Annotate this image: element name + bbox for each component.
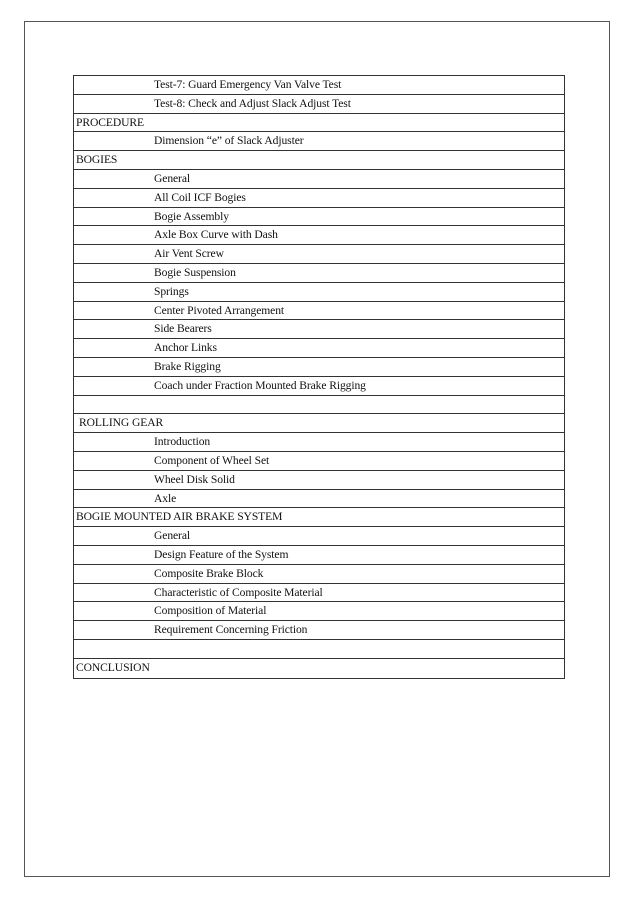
toc-row-component-of-wheel-set: Component of Wheel Set	[74, 452, 564, 471]
toc-row-coach-under-fraction: Coach under Fraction Mounted Brake Rigging	[74, 377, 564, 396]
toc-row-design-feature: Design Feature of the System	[74, 546, 564, 565]
toc-row-axle: Axle	[74, 490, 564, 509]
toc-row-brake-rigging: Brake Rigging	[74, 358, 564, 377]
toc-row-axle-box-curve: Axle Box Curve with Dash	[74, 226, 564, 245]
toc-row-all-coil-icf-bogies: All Coil ICF Bogies	[74, 189, 564, 208]
toc-row-bogie-suspension: Bogie Suspension	[74, 264, 564, 283]
toc-row-test-8: Test-8: Check and Adjust Slack Adjust Test	[74, 95, 564, 114]
toc-row-general-2: General	[74, 527, 564, 546]
toc-row-test-7: Test-7: Guard Emergency Van Valve Test	[74, 76, 564, 95]
toc-section-conclusion: CONCLUSION	[76, 660, 150, 674]
toc-row-general: General	[74, 170, 564, 189]
toc-row-blank	[74, 396, 564, 415]
table-of-contents	[73, 75, 565, 679]
toc-row-characteristic-composite: Characteristic of Composite Material	[74, 584, 564, 603]
toc-section-bogies: BOGIES	[74, 151, 564, 170]
toc-row-springs: Springs	[74, 283, 564, 302]
toc-row-wheel-disk-solid: Wheel Disk Solid	[74, 471, 564, 490]
toc-row-blank-2	[74, 640, 564, 659]
toc-row-anchor-links: Anchor Links	[74, 339, 564, 358]
toc-row-requirement-friction: Requirement Concerning Friction	[74, 621, 564, 640]
toc-row-air-vent-screw: Air Vent Screw	[74, 245, 564, 264]
toc-section-bogie-mounted-air-brake: BOGIE MOUNTED AIR BRAKE SYSTEM	[74, 508, 564, 527]
toc-row-composite-brake-block: Composite Brake Block	[74, 565, 564, 584]
toc-row-side-bearers: Side Bearers	[74, 320, 564, 339]
toc-row-dimension-e: Dimension “e” of Slack Adjuster	[74, 132, 564, 151]
toc-section-rolling-gear: ROLLING GEAR	[74, 414, 564, 433]
toc-row-composition-of-material: Composition of Material	[74, 602, 564, 621]
toc-row-bogie-assembly: Bogie Assembly	[74, 208, 564, 227]
toc-section-procedure: PROCEDURE	[74, 114, 564, 133]
toc-row-center-pivoted-arrangement: Center Pivoted Arrangement	[74, 302, 564, 321]
toc-row-introduction: Introduction	[74, 433, 564, 452]
